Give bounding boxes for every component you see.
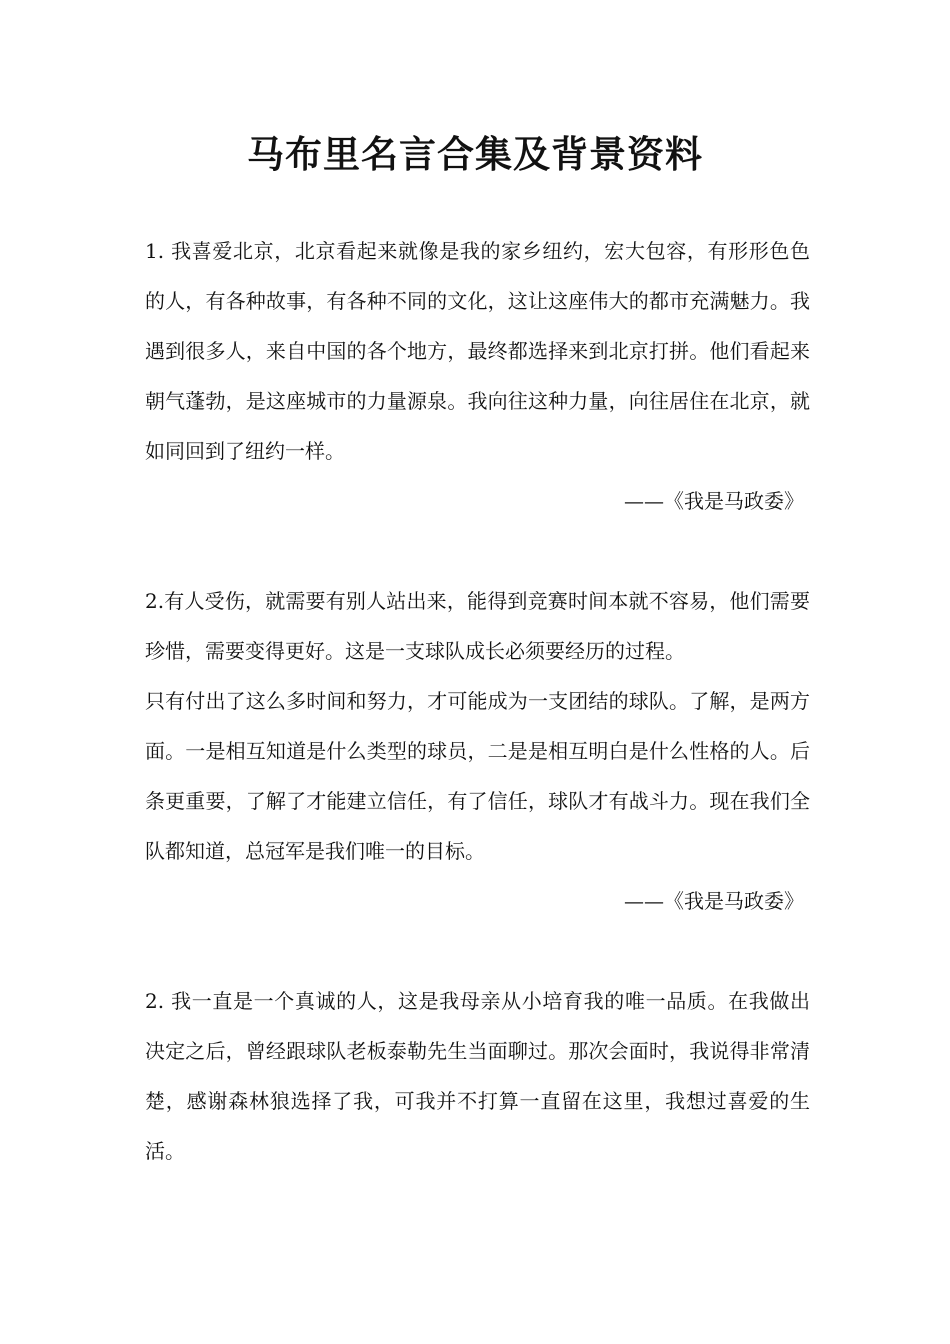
quote-paragraph: 2. 我一直是一个真诚的人，这是我母亲从小培育我的唯一品质。在我做出决定之后，曾经跟球队老板泰勒先生当面聊过。那次会面时，我说得非常清楚，感谢森林狼选择了我，可我并不打算一直留在这里，我想过喜爱的生活。 [145, 989, 810, 1163]
quote-paragraph: 1. 我喜爱北京，北京看起来就像是我的家乡纽约，宏大包容，有形形色色的人，有各种故事，有各种不同的文化，这让这座伟大的都市充满魅力。我遇到很多人，来自中国的各个地方，最终都选择来到北京打拼。他们看起来朝气蓬勃，是这座城市的力量源泉。我向往这种力量，向往居住在北京，就如同回到了纽约一样。 [145, 239, 810, 463]
document-body [145, 226, 810, 1176]
paragraph-spacer [145, 926, 810, 976]
paragraph-spacer [145, 526, 810, 576]
quote-block-1 [145, 226, 810, 526]
document-title: 马布里名言合集及背景资料 [247, 132, 703, 176]
quote-source: ——《我是马政委》 [624, 889, 804, 913]
quote-block-2 [145, 576, 810, 926]
quote-source: ——《我是马政委》 [624, 489, 804, 513]
quote-paragraph: 2.有人受伤，就需要有别人站出来，能得到竞赛时间本就不容易，他们需要珍惜，需要变得更好。这是一支球队成长必须要经历的过程。 [145, 589, 810, 663]
quote-paragraph: 只有付出了这么多时间和努力，才可能成为一支团结的球队。了解，是两方面。一是相互知道是什么类型的球员，二是是相互明白是什么性格的人。后条更重要，了解了才能建立信任，有了信任，球队才有战斗力。现在我们全队都知道，总冠军是我们唯一的目标。 [145, 689, 810, 863]
quote-block-3 [145, 976, 810, 1176]
